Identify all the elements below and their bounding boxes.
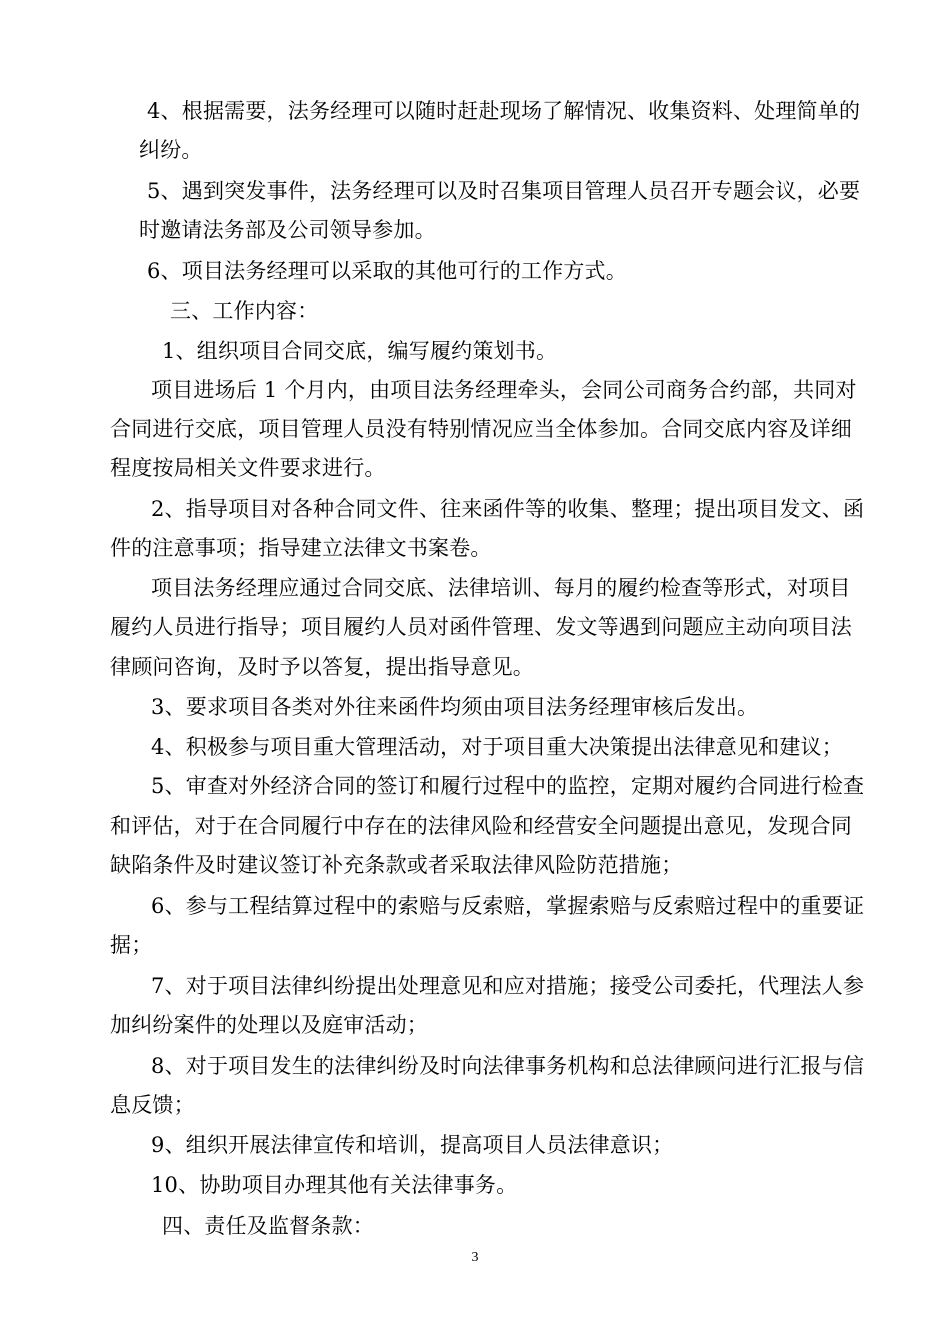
paragraph-line: 项目法务经理应通过合同交底、法律培训、每月的履约检查等形式，对项目 xyxy=(151,576,851,600)
paragraph-line: 5、遇到突发事件，法务经理可以及时召集项目管理人员召开专题会议，必要 xyxy=(147,179,861,203)
paragraph-line: 据； xyxy=(110,933,153,957)
paragraph-line: 纠纷。 xyxy=(139,138,203,162)
paragraph-line: 6、参与工程结算过程中的索赔与反索赔，掌握索赔与反索赔过程中的重要证 xyxy=(151,894,865,918)
paragraph-line: 6、项目法务经理可以采取的其他可行的工作方式。 xyxy=(147,259,627,283)
paragraph-line: 时邀请法务部及公司领导参加。 xyxy=(139,218,436,242)
paragraph-line: 息反馈； xyxy=(110,1093,195,1117)
paragraph-line: 7、对于项目法律纠纷提出处理意见和应对措施；接受公司委托，代理法人参 xyxy=(151,974,865,998)
paragraph-line: 件的注意事项；指导建立法律文书案卷。 xyxy=(110,536,492,560)
paragraph-line: 履约人员进行指导；项目履约人员对函件管理、发文等遇到问题应主动向项目法 xyxy=(110,615,852,639)
section-heading: 四、责任及监督条款： xyxy=(162,1214,374,1238)
paragraph-line: 3、要求项目各类对外往来函件均须由项目法务经理审核后发出。 xyxy=(151,695,759,719)
paragraph-line: 加纠纷案件的处理以及庭审活动； xyxy=(110,1013,428,1037)
paragraph-line: 律顾问咨询，及时予以答复，提出指导意见。 xyxy=(110,655,534,679)
paragraph-line: 9、组织开展法律宣传和培训，提高项目人员法律意识； xyxy=(151,1133,674,1157)
paragraph-line: 10、协助项目办理其他有关法律事务。 xyxy=(151,1173,518,1197)
paragraph-line: 4、积极参与项目重大管理活动，对于项目重大决策提出法律意见和建议； xyxy=(151,735,843,759)
paragraph-line: 8、对于项目发生的法律纠纷及时向法律事务机构和总法律顾问进行汇报与信 xyxy=(151,1054,865,1078)
paragraph-line: 5、审查对外经济合同的签订和履行过程中的监控，定期对履约合同进行检查 xyxy=(151,774,865,798)
section-heading: 三、工作内容： xyxy=(170,299,319,323)
paragraph-line: 程度按局相关文件要求进行。 xyxy=(110,456,386,480)
paragraph-line: 项目进场后 1 个月内，由项目法务经理牵头，会同公司商务合约部，共同对 xyxy=(151,378,857,402)
paragraph-line: 和评估，对于在合同履行中存在的法律风险和经营安全问题提出意见，发现合同 xyxy=(110,814,852,838)
subsection-heading: 1、组织项目合同交底，编写履约策划书。 xyxy=(162,339,558,363)
page-number: 3 xyxy=(471,1250,479,1265)
paragraph-line: 缺陷条件及时建议签订补充条款或者采取法律风险防范措施； xyxy=(110,853,683,877)
paragraph-line: 2、指导项目对各种合同文件、往来函件等的收集、整理；提出项目发文、函 xyxy=(151,497,865,521)
paragraph-line: 4、根据需要，法务经理可以随时赶赴现场了解情况、收集资料、处理简单的 xyxy=(147,99,861,123)
paragraph-line: 合同进行交底，项目管理人员没有特别情况应当全体参加。合同交底内容及详细 xyxy=(110,417,852,441)
